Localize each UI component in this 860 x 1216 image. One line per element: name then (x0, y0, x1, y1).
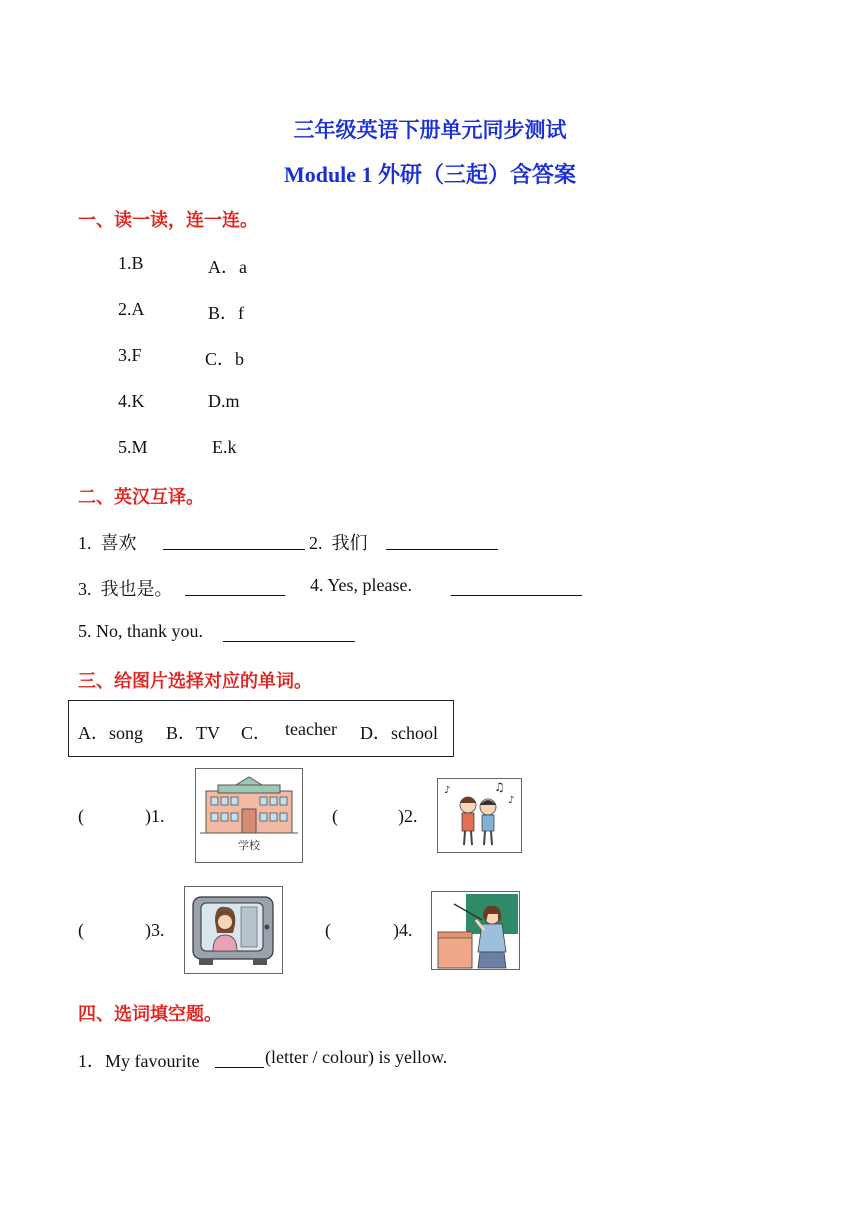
answer-blank-4[interactable] (451, 579, 582, 596)
translate-item-4: 4. Yes, please. (310, 575, 412, 595)
option-c: C． (241, 723, 272, 743)
match-right-3: C．b (205, 349, 245, 369)
paren-open-2: ( (332, 806, 338, 826)
match-left-4: 4.K (118, 391, 145, 411)
svg-text:♪: ♪ (444, 785, 451, 796)
tv-picture (184, 886, 283, 974)
option-d: D．school (360, 723, 438, 743)
translate-item-2: 2. 我们 (309, 533, 368, 553)
option-b: B．TV (166, 723, 220, 743)
fill-blank-1[interactable] (215, 1051, 264, 1068)
translate-item-3: 3. 我也是。 (78, 579, 173, 599)
song-picture (437, 778, 522, 853)
page-title: 三年级英语下册单元同步测试 (293, 118, 567, 142)
match-left-2: 2.A (118, 299, 145, 319)
picture-item-3-label: )3. (145, 920, 165, 940)
section-3-heading: 三、给图片选择对应的单词。 (78, 671, 312, 692)
match-right-5: E.k (212, 437, 237, 457)
fill-question-1-suffix: (letter / colour) is yellow. (265, 1047, 448, 1067)
match-left-1: 1.B (118, 253, 144, 273)
paren-open-3: ( (78, 920, 84, 940)
section-2-heading: 二、英汉互译。 (78, 487, 204, 508)
translate-item-5: 5. No, thank you. (78, 621, 203, 641)
match-left-3: 3.F (118, 345, 142, 365)
option-c-word: teacher (285, 719, 337, 739)
section-4-heading: 四、选词填空题。 (78, 1004, 222, 1025)
option-a: A．song (78, 723, 144, 743)
answer-blank-3[interactable] (185, 579, 285, 596)
match-right-1: A．a (208, 257, 247, 277)
match-right-2: B．f (208, 303, 244, 323)
answer-blank-1[interactable] (163, 533, 305, 550)
picture-item-4-label: )4. (393, 920, 413, 940)
match-left-5: 5.M (118, 437, 148, 457)
section-1-heading: 一、读一读，连一连。 (78, 210, 258, 231)
svg-text:♫: ♫ (494, 780, 505, 794)
picture-item-1-label: )1. (145, 806, 165, 826)
fill-question-1-prefix: 1．My favourite (78, 1051, 200, 1071)
match-right-4: D.m (208, 391, 240, 411)
picture-item-2-label: )2. (398, 806, 418, 826)
paren-open-1: ( (78, 806, 84, 826)
teacher-picture (431, 891, 520, 970)
school-picture (195, 768, 303, 863)
translate-item-1: 1. 喜欢 (78, 533, 137, 553)
answer-blank-5[interactable] (223, 625, 355, 642)
svg-text:♪: ♪ (508, 795, 515, 806)
page-subtitle: Module 1 外研（三起）含答案 (283, 162, 577, 187)
school-sign-text: 学校 (238, 839, 260, 852)
answer-blank-2[interactable] (386, 533, 498, 550)
paren-open-4: ( (325, 920, 331, 940)
